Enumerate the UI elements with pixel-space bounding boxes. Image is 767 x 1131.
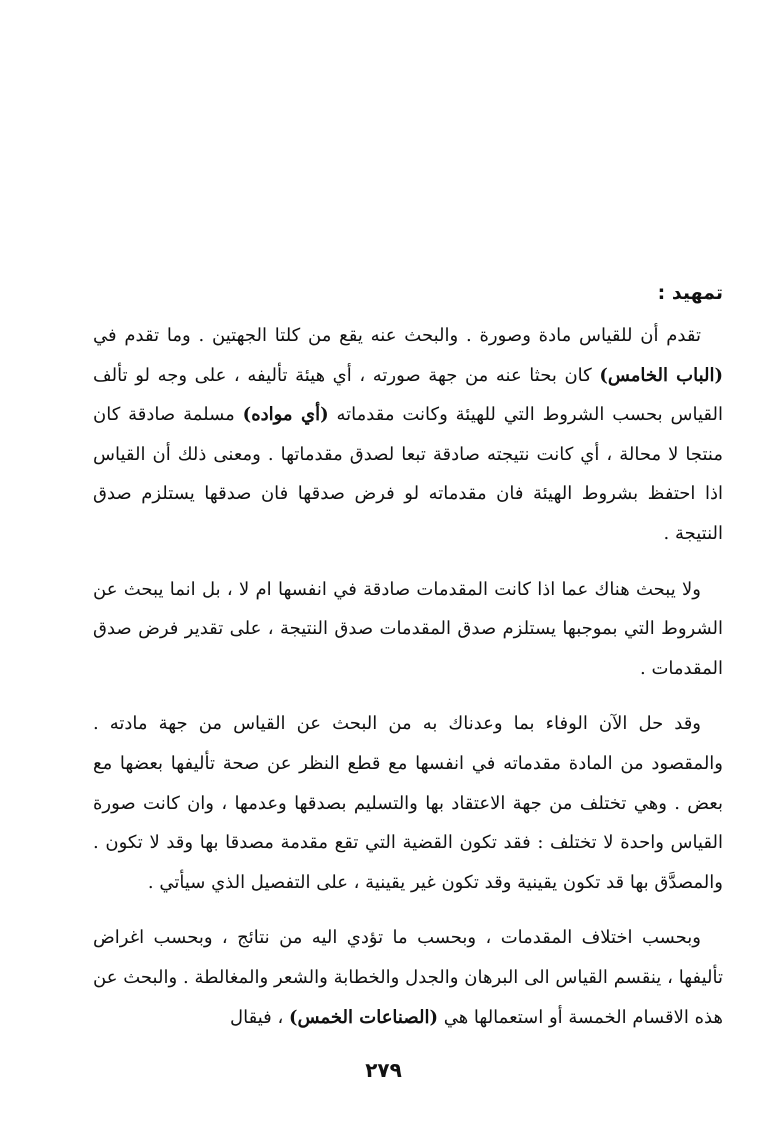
paragraph-3 — [93, 704, 723, 902]
paragraph-4 — [93, 918, 723, 1037]
bold-reference: (الباب الخامس) — [599, 364, 724, 386]
page-body — [93, 278, 723, 1053]
text-segment: وبحسب اختلاف المقدمات ، وبحسب ما تؤدي اليه من نتائج ، وبحسب اغراض تأليفها ، ينقسم القياس الى البرهان والجدل والخطابة والشعر والمغالطة . والبحث عن هذه الاقسام الخمسة أو استعمالها هي — [93, 927, 723, 1028]
section-heading: تمهيد : — [657, 282, 723, 304]
page-number: ٢٧٩ — [365, 1058, 402, 1082]
text-segment: ولا يبحث هناك عما اذا كانت المقدمات صادقة في انفسها ام لا ، بل انما يبحث عن الشروط التي بموجبها يستلزم صدق المقدمات صدق النتيجة ، على تقدير فرض صدق المقدمات . — [93, 578, 723, 679]
bold-reference: (الصناعات الخمس) — [289, 1006, 438, 1028]
text-segment: تقدم أن للقياس مادة وصورة . والبحث عنه يقع من كلتا الجهتين . وما تقدم في — [93, 325, 701, 346]
text-segment: كان بحثا عنه من جهة صورته ، أي هيئة تأليفه ، على وجه لو تألف القياس بحسب الشروط التي للهيئة وكانت مقدماته — [93, 364, 723, 426]
text-segment: مسلمة صادقة كان منتجا لا محالة ، أي كانت نتيجته صادقة تبعا لصدق مقدماتها . ومعنى ذلك أن القياس اذا احتفظ بشروط الهيئة فان مقدماته لو فرض صدقها فان صدقها يستلزم صدق النتيجة . — [93, 404, 723, 544]
paragraph-2 — [93, 570, 723, 689]
bold-reference: (أي مواده) — [242, 404, 329, 426]
text-segment: ، فيقال — [230, 1006, 290, 1028]
text-segment: وقد حل الآن الوفاء بما وعدناك به من البحث عن القياس من جهة مادته . والمقصود من المادة مقدماته في انفسها مع قطع النظر عن صحة تأليفها بعضها مع بعض . وهي تختلف من جهة الاعتقاد بها والتسليم بصدقها وعدمها ، وان كانت صورة القياس واحدة لا تختلف : فقد تكون القضية التي تقع مقدمة مصدقا بها وقد لا تكون . والمصدَّق بها قد تكون يقينية وقد تكون غير يقينية ، على التفصيل الذي سيأتي . — [93, 713, 723, 893]
paragraph-1 — [93, 316, 723, 554]
